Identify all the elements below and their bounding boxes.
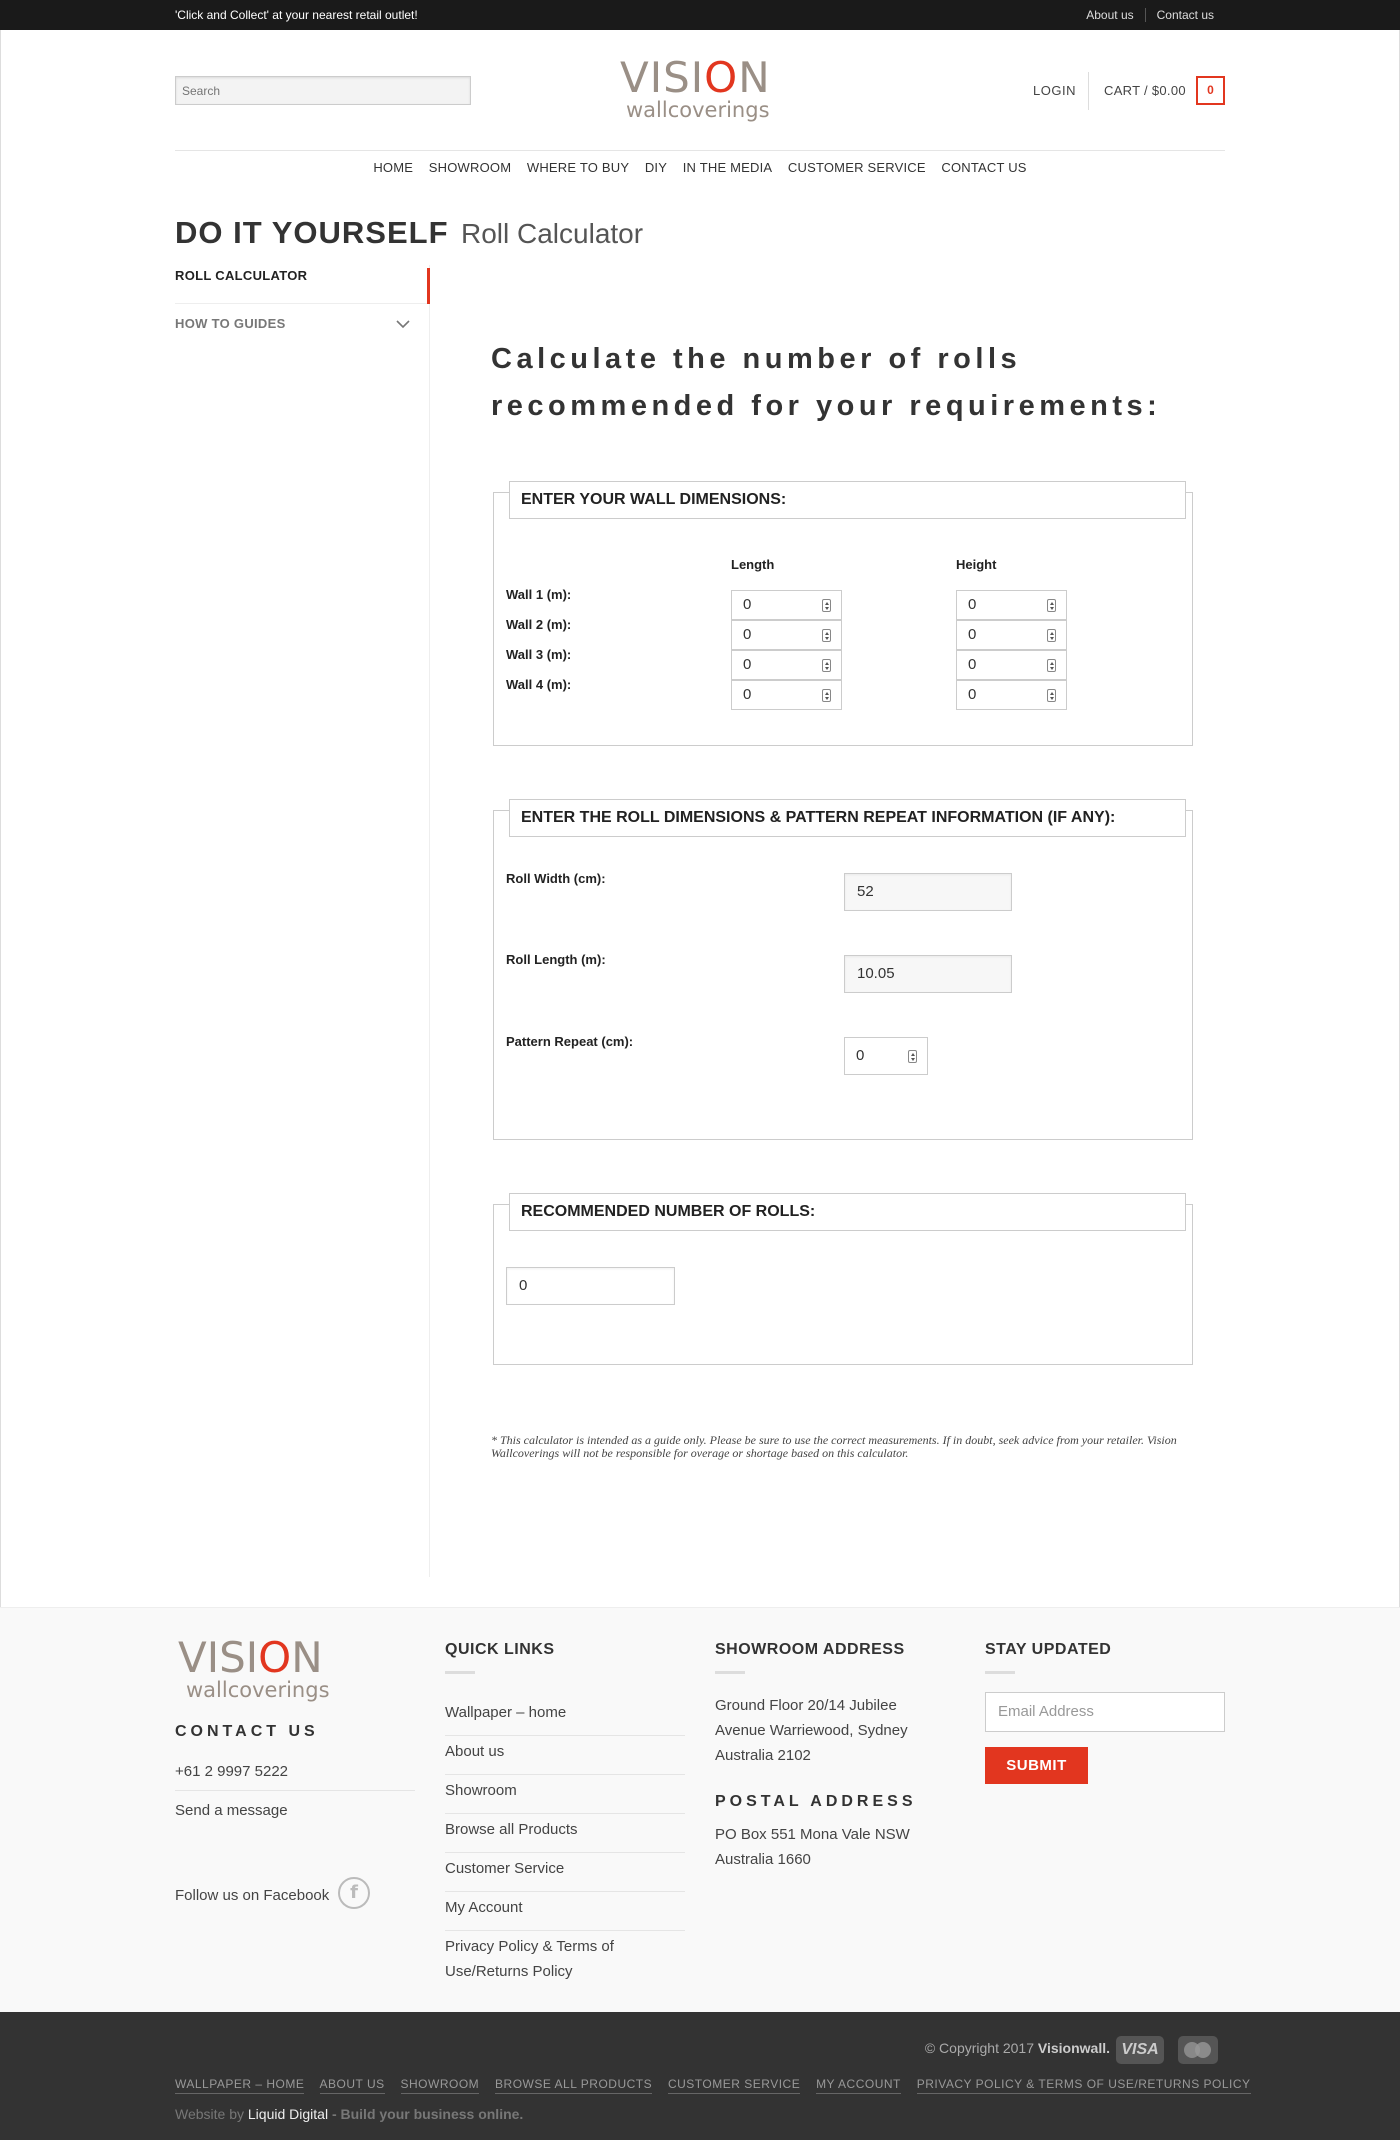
wall-2-height-value: 0 (968, 626, 977, 643)
roll-length-input[interactable]: 10.05 (844, 955, 1012, 993)
spinner-icon[interactable] (1047, 659, 1056, 672)
bottom-nav-about-us[interactable]: ABOUT US (320, 2077, 385, 2094)
phone-link[interactable]: +61 2 9997 5222 (175, 1763, 289, 1780)
logo-text-wallcoverings: wallcoverings (626, 98, 770, 122)
wall-3-height-value: 0 (968, 656, 977, 673)
nav-contact-us[interactable]: CONTACT US (941, 160, 1027, 175)
wall-4-height-input[interactable] (956, 680, 1067, 710)
submit-button[interactable]: SUBMIT (985, 1747, 1088, 1784)
top-links (1075, 8, 1225, 22)
showroom-line-1: Ground Floor 20/14 Jubilee (715, 1697, 897, 1714)
privacy-line-2: Use/Returns Policy (445, 1963, 573, 1980)
footer-link-browse-products[interactable]: Browse all Products (445, 1814, 685, 1853)
nav-where-to-buy[interactable]: WHERE TO BUY (526, 160, 630, 175)
spinner-icon[interactable] (1047, 629, 1056, 642)
wall-dimensions-fieldset (493, 492, 1193, 746)
sidebar-title: DO IT YOURSELF (175, 215, 449, 250)
sidebar-item-label: ROLL CALCULATOR (175, 268, 308, 283)
bottom-nav-customer-service[interactable]: CUSTOMER SERVICE (668, 2077, 800, 2094)
copyright-brand: Visionwall. (1037, 2040, 1110, 2056)
sidebar-item-how-to-guides[interactable] (175, 316, 429, 348)
roll-width-label: Roll Width (cm): (506, 871, 606, 886)
result-legend: RECOMMENDED NUMBER OF ROLLS: (509, 1193, 1186, 1231)
height-column-header: Height (956, 557, 997, 572)
wall-4-label: Wall 4 (m): (506, 677, 572, 692)
calculator-headline (491, 336, 1211, 430)
showroom-address (715, 1693, 908, 1768)
quick-links-heading: QUICK LINKS (445, 1641, 555, 1658)
bottom-nav-privacy-policy[interactable]: PRIVACY POLICY & TERMS OF USE/RETURNS POLICY (917, 2077, 1251, 2094)
spinner-icon[interactable] (1047, 599, 1056, 612)
wall-1-height-value: 0 (968, 596, 977, 613)
footer-link-my-account[interactable]: My Account (445, 1892, 685, 1931)
contact-heading: CONTACT US (175, 1723, 319, 1740)
cart-link[interactable]: CART / $0.00 (1104, 83, 1186, 98)
mastercard-icon (1178, 2036, 1218, 2064)
privacy-line-1: Privacy Policy & Terms of (445, 1938, 614, 1955)
about-us-link[interactable]: About us (1086, 8, 1134, 22)
pattern-repeat-value: 0 (856, 1047, 865, 1064)
wall-4-length-input[interactable] (731, 680, 842, 710)
bottom-nav-browse-products[interactable]: BROWSE ALL PRODUCTS (495, 2077, 652, 2094)
headline-line-2: recommended for your requirements: (491, 390, 1162, 422)
showroom-line-3: Australia 2102 (715, 1747, 811, 1764)
spinner-icon[interactable] (908, 1050, 917, 1063)
wall-4-height-value: 0 (968, 686, 977, 703)
postal-line-1: PO Box 551 Mona Vale NSW (715, 1826, 910, 1843)
top-bar (0, 0, 1400, 30)
visa-icon: VISA (1116, 2036, 1164, 2064)
wall-3-length-input[interactable] (731, 650, 842, 680)
result-fieldset (493, 1204, 1193, 1365)
stay-updated-heading: STAY UPDATED (985, 1641, 1112, 1658)
wall-1-label: Wall 1 (m): (506, 587, 572, 602)
contact-divider (175, 1790, 415, 1791)
nav-in-the-media[interactable]: IN THE MEDIA (682, 160, 773, 175)
wall-4-length-value: 0 (743, 686, 752, 703)
stay-updated-heading-bar (985, 1671, 1015, 1674)
bottom-nav-wallpaper-home[interactable]: WALLPAPER – HOME (175, 2077, 304, 2094)
quick-links-heading-bar (445, 1671, 475, 1674)
footer-logo-text-wallcoverings: wallcoverings (186, 1678, 330, 1702)
footer-link-about-us[interactable]: About us (445, 1736, 685, 1775)
search-input[interactable] (175, 76, 471, 105)
showroom-heading-bar (715, 1671, 745, 1674)
wall-2-label: Wall 2 (m): (506, 617, 572, 632)
footer-logo-text-visi: VISI (178, 1633, 259, 1682)
login-link[interactable]: LOGIN (1033, 83, 1076, 98)
cart-count-badge[interactable]: 0 (1196, 76, 1225, 105)
footer-logo-text-n: N (291, 1633, 323, 1682)
spinner-icon[interactable] (822, 659, 831, 672)
wall-2-length-value: 0 (743, 626, 752, 643)
wall-1-length-input[interactable] (731, 590, 842, 620)
spinner-icon[interactable] (822, 599, 831, 612)
byline-prefix: Website by (175, 2106, 244, 2122)
disclaimer-text: * This calculator is intended as a guide only. Please be sure to use the correct measurements. If in doubt, seek advice from your retailer. Vision Wallcoverings will not be responsible for overage or shortage based on this calculator. (491, 1433, 1177, 1460)
sidebar-item-roll-calculator[interactable] (175, 268, 429, 304)
footer-link-showroom[interactable]: Showroom (445, 1775, 685, 1814)
byline-company-link[interactable]: Liquid Digital (247, 2106, 329, 2122)
roll-dimensions-fieldset (493, 810, 1193, 1140)
footer-logo[interactable] (178, 1633, 330, 1702)
wall-2-length-input[interactable] (731, 620, 842, 650)
spinner-icon[interactable] (822, 689, 831, 702)
footer-link-privacy-policy[interactable] (445, 1931, 685, 1989)
main-nav (0, 160, 1400, 175)
logo-text-visi: VISI (620, 53, 705, 102)
roll-width-input[interactable]: 52 (844, 873, 1012, 911)
logo-text-n: N (738, 53, 771, 102)
header-rule (175, 150, 1225, 151)
copyright-text (925, 2040, 1110, 2056)
logo-text-o: O (704, 53, 739, 102)
nav-showroom[interactable]: SHOWROOM (428, 160, 512, 175)
site-logo[interactable] (620, 53, 776, 122)
footer-link-customer-service[interactable]: Customer Service (445, 1853, 685, 1892)
spinner-icon[interactable] (1047, 689, 1056, 702)
chevron-down-icon[interactable] (395, 316, 411, 332)
facebook-link[interactable]: Follow us on Facebook (175, 1887, 330, 1904)
wall-3-height-input[interactable] (956, 650, 1067, 680)
roll-dimensions-legend: ENTER THE ROLL DIMENSIONS & PATTERN REPEAT INFORMATION (IF ANY): (509, 799, 1186, 837)
wall-1-length-value: 0 (743, 596, 752, 613)
roll-length-label: Roll Length (m): (506, 952, 606, 967)
length-column-header: Length (731, 557, 775, 572)
sidebar-item-label: HOW TO GUIDES (175, 316, 286, 331)
header-divider (1088, 72, 1089, 110)
showroom-heading: SHOWROOM ADDRESS (715, 1641, 905, 1658)
pattern-repeat-input[interactable] (844, 1037, 928, 1075)
promo-text: 'Click and Collect' at your nearest retail outlet! (175, 8, 418, 22)
nav-diy[interactable]: DIY (644, 160, 668, 175)
postal-address (715, 1822, 910, 1872)
bottom-nav-showroom[interactable]: SHOWROOM (401, 2077, 480, 2094)
recommended-rolls-output: 0 (506, 1267, 675, 1305)
send-message-link[interactable]: Send a message (175, 1802, 288, 1819)
website-byline (175, 2106, 523, 2122)
pattern-repeat-label: Pattern Repeat (cm): (506, 1034, 634, 1049)
wall-2-height-input[interactable] (956, 620, 1067, 650)
wall-3-label: Wall 3 (m): (506, 647, 572, 662)
email-input[interactable]: Email Address (985, 1692, 1225, 1732)
bottom-nav-my-account[interactable]: MY ACCOUNT (816, 2077, 901, 2094)
copyright-label: © Copyright 2017 (924, 2040, 1034, 2056)
page-title: Roll Calculator (461, 218, 644, 249)
showroom-line-2: Avenue Warriewood, Sydney (715, 1722, 908, 1739)
nav-home[interactable]: HOME (373, 160, 414, 175)
footer-logo-text-o: O (258, 1633, 292, 1682)
wall-1-height-input[interactable] (956, 590, 1067, 620)
wall-3-length-value: 0 (743, 656, 752, 673)
sidebar-divider (429, 265, 430, 1577)
postal-line-2: Australia 1660 (715, 1851, 811, 1868)
bottom-nav (175, 2077, 1263, 2091)
postal-heading: POSTAL ADDRESS (715, 1793, 917, 1810)
headline-line-1: Calculate the number of rolls (491, 343, 1022, 375)
spinner-icon[interactable] (822, 629, 831, 642)
footer-link-wallpaper-home[interactable]: Wallpaper – home (445, 1697, 685, 1736)
nav-customer-service[interactable]: CUSTOMER SERVICE (787, 160, 926, 175)
wall-dimensions-legend: ENTER YOUR WALL DIMENSIONS: (509, 481, 1186, 519)
byline-suffix: - Build your business online. (331, 2106, 524, 2122)
facebook-icon[interactable]: f (338, 1877, 370, 1909)
contact-us-link[interactable]: Contact us (1145, 8, 1225, 22)
